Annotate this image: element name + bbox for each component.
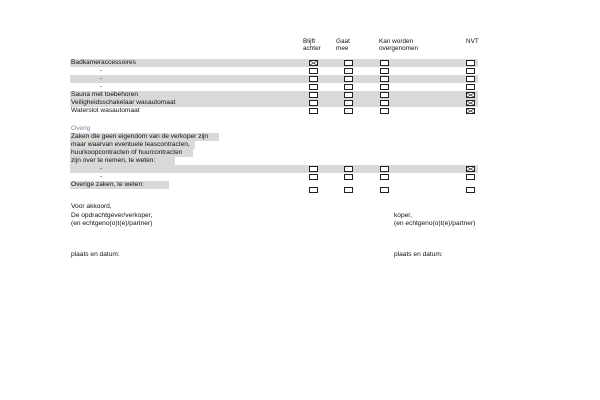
checkbox-gaat-mee[interactable]: [344, 60, 353, 66]
checkbox-nvt[interactable]: [466, 60, 475, 66]
checkbox-kan-worden-overgenomen[interactable]: [380, 166, 389, 172]
checkbox-kan-worden-overgenomen[interactable]: [380, 187, 389, 193]
row-label: -: [100, 83, 103, 90]
checkbox-blijft-achter[interactable]: [309, 68, 318, 74]
checkbox-blijft-achter[interactable]: [309, 166, 318, 172]
column-header-kan-line2: overgenomen: [379, 45, 419, 52]
right-signatory-partner: (en echtgeno(o)t(e)/partner): [394, 220, 476, 227]
checkbox-blijft-achter[interactable]: [309, 174, 318, 180]
checkbox-kan-worden-overgenomen[interactable]: [380, 60, 389, 66]
checkbox-cross-icon: [310, 61, 317, 65]
overige-zaken-label: Overige zaken, te weten:: [70, 181, 169, 189]
checkbox-gaat-mee[interactable]: [344, 92, 353, 98]
checkbox-gaat-mee[interactable]: [344, 100, 353, 106]
row-label: -: [100, 165, 103, 172]
overig-paragraph-line-1: Zaken die geen eigendom van de verkoper zijn: [70, 133, 219, 141]
table-row: [70, 107, 478, 115]
checkbox-kan-worden-overgenomen[interactable]: [380, 84, 389, 90]
checkbox-cross-icon: [467, 93, 474, 97]
row-label: -: [100, 67, 103, 74]
row-label: -: [100, 75, 103, 82]
checkbox-nvt[interactable]: [466, 92, 475, 98]
checkbox-kan-worden-overgenomen[interactable]: [380, 68, 389, 74]
section-title-overig: Overig: [71, 125, 91, 132]
column-header-blijft-achter: [303, 38, 321, 52]
column-header-nvt: NVT: [466, 38, 479, 45]
checkbox-blijft-achter[interactable]: [309, 92, 318, 98]
checkbox-gaat-mee[interactable]: [344, 174, 353, 180]
checkbox-kan-worden-overgenomen[interactable]: [380, 108, 389, 114]
checkbox-gaat-mee[interactable]: [344, 68, 353, 74]
row-label: -: [100, 173, 103, 180]
right-signatory-role: koper,: [394, 212, 412, 219]
right-place-and-date: plaats en datum:: [394, 251, 443, 258]
checkbox-kan-worden-overgenomen[interactable]: [380, 92, 389, 98]
checkbox-nvt[interactable]: [466, 187, 475, 193]
checkbox-gaat-mee[interactable]: [344, 108, 353, 114]
column-header-gaat-line1: Gaat: [336, 38, 350, 45]
table-row: [70, 165, 478, 173]
table-row: [70, 99, 478, 107]
checkbox-blijft-achter[interactable]: [309, 76, 318, 82]
checkbox-nvt[interactable]: [466, 76, 475, 82]
checkbox-nvt[interactable]: [466, 68, 475, 74]
checkbox-blijft-achter[interactable]: [309, 84, 318, 90]
left-signatory-partner: (en echtgeno(o)t(e)/partner): [71, 220, 153, 227]
checkbox-cross-icon: [467, 101, 474, 105]
column-header-gaat-mee: [336, 38, 350, 52]
voor-akkoord: Voor akkoord,: [71, 203, 112, 210]
column-header-kan-line1: Kan worden: [379, 38, 414, 45]
column-header-gaat-line2: mee: [336, 45, 349, 52]
row-label: Badkameraccessoires: [71, 59, 136, 66]
table-row: [70, 173, 478, 181]
left-place-and-date: plaats en datum:: [71, 251, 120, 258]
checkbox-gaat-mee[interactable]: [344, 84, 353, 90]
row-label: Waterslot wasautomaat: [71, 107, 140, 114]
checkbox-blijft-achter[interactable]: [309, 100, 318, 106]
table-row: [70, 83, 478, 91]
column-header-kan-worden-overgenomen: [379, 38, 418, 52]
checkbox-cross-icon: [467, 167, 474, 171]
checkbox-blijft-achter[interactable]: [309, 60, 318, 66]
row-label: Sauna met toebehoren: [71, 91, 139, 98]
checkbox-kan-worden-overgenomen[interactable]: [380, 76, 389, 82]
column-header-blijft-line1: Blijft: [303, 38, 316, 45]
table-row: [70, 75, 478, 83]
checkbox-gaat-mee[interactable]: [344, 187, 353, 193]
checkbox-kan-worden-overgenomen[interactable]: [380, 174, 389, 180]
checkbox-blijft-achter[interactable]: [309, 187, 318, 193]
checkbox-gaat-mee[interactable]: [344, 76, 353, 82]
table-row: [70, 59, 478, 67]
checkbox-nvt[interactable]: [466, 108, 475, 114]
overige-zaken-checkbox-row: [70, 186, 478, 194]
checkbox-nvt[interactable]: [466, 174, 475, 180]
table-row: [70, 67, 478, 75]
column-header-blijft-line2: achter: [303, 45, 321, 52]
checkbox-blijft-achter[interactable]: [309, 108, 318, 114]
checkbox-kan-worden-overgenomen[interactable]: [380, 100, 389, 106]
checkbox-cross-icon: [467, 109, 474, 113]
overig-paragraph-line-4: zijn over te nemen, te weten:: [70, 157, 175, 165]
overig-paragraph-line-3: huurkoopcontracten of huurcontracten: [70, 149, 193, 157]
checkbox-nvt[interactable]: [466, 84, 475, 90]
checkbox-gaat-mee[interactable]: [344, 166, 353, 172]
checkbox-nvt[interactable]: [466, 100, 475, 106]
overig-paragraph-line-2: maar waarvan eventuele leascontracten,: [70, 141, 195, 149]
row-label: Veiligheidsschakelaar wasautomaat: [71, 99, 176, 106]
table-row: [70, 91, 478, 99]
checkbox-nvt[interactable]: [466, 166, 475, 172]
left-signatory-role: De opdrachtgever/verkoper,: [71, 212, 153, 219]
